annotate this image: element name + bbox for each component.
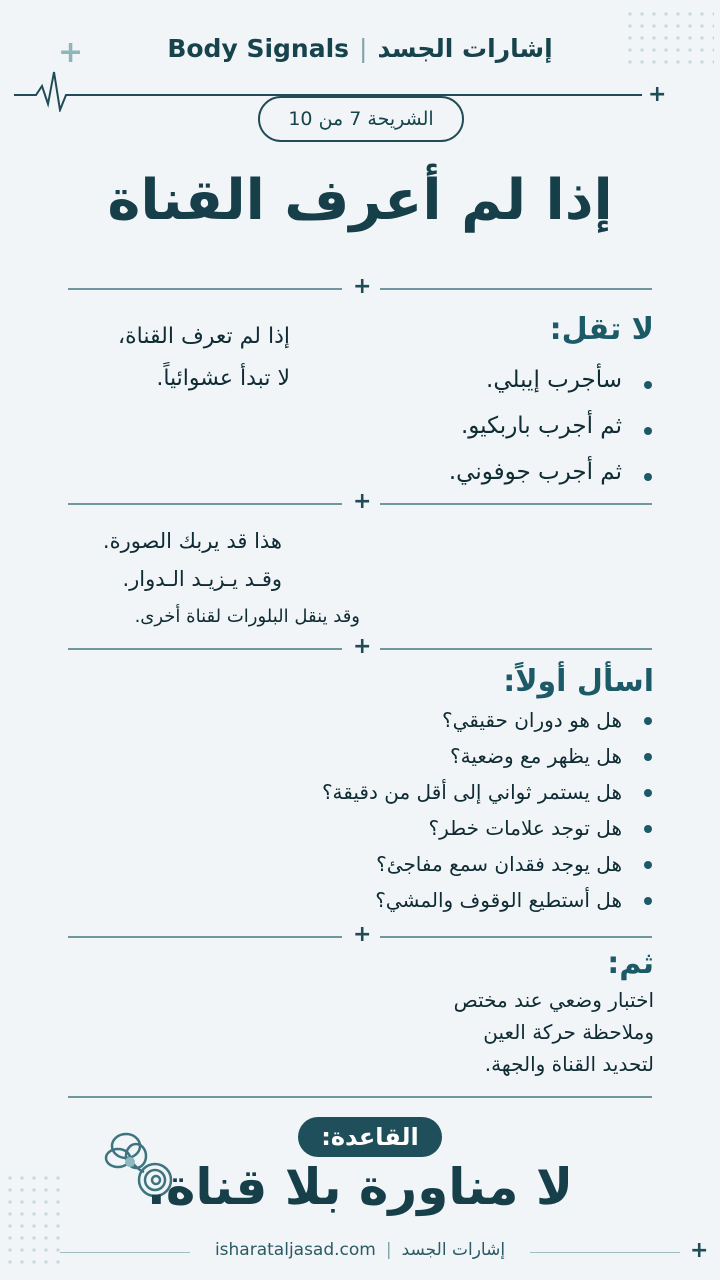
- footer: [0, 1238, 720, 1263]
- divider: [68, 936, 342, 938]
- then-line: وملاحظة حركة العين: [483, 1020, 654, 1044]
- divider: [380, 648, 652, 650]
- rule-text: لا مناورة بلا قناة.: [146, 1158, 574, 1216]
- rule-label-badge: القاعدة:: [298, 1117, 442, 1157]
- plus-icon: +: [353, 274, 372, 299]
- then-text: [354, 984, 654, 1080]
- divider: [380, 936, 652, 938]
- list-item: هل هو دوران حقيقي؟: [226, 703, 656, 739]
- list-item: هل يستمر ثواني إلى أقل من دقيقة؟: [226, 775, 656, 811]
- warning-line: هذا قد يربك الصورة.: [102, 529, 282, 553]
- brand-header: [0, 34, 720, 63]
- then-line: اختبار وضعي عند مختص: [453, 988, 654, 1012]
- section-heading-ask-first: اسأل أولاً:: [503, 664, 654, 699]
- divider: [68, 503, 342, 505]
- warning-line: وقـد يـزيـد الـدوار.: [122, 567, 282, 591]
- brand-arabic: إشارات الجسد: [377, 34, 553, 63]
- divider: [68, 1096, 652, 1098]
- side-note-line: لا تبدأ عشوائياً.: [156, 366, 290, 391]
- list-item: هل توجد علامات خطر؟: [226, 811, 656, 847]
- plus-icon: +: [353, 922, 372, 947]
- slide-indicator: الشريحة 7 من 10: [258, 96, 464, 142]
- footer-website-link[interactable]: isharataljasad.com: [214, 1240, 376, 1260]
- plus-icon: +: [648, 82, 667, 107]
- ask-first-list: [226, 703, 656, 919]
- then-line: لتحديد القناة والجهة.: [484, 1052, 654, 1076]
- divider: [68, 648, 342, 650]
- footer-separator: |: [385, 1240, 392, 1260]
- list-item: هل يظهر مع وضعية؟: [226, 739, 656, 775]
- divider: [380, 503, 652, 505]
- side-note-line: إذا لم تعرف القناة،: [118, 324, 290, 349]
- section-heading-then: ثم:: [607, 946, 654, 981]
- list-item: هل أستطيع الوقوف والمشي؟: [226, 883, 656, 919]
- warning-text: [60, 522, 360, 636]
- plus-icon: +: [353, 634, 372, 659]
- brand-separator: |: [359, 34, 368, 63]
- list-item: ثم أجرب جوفوني.: [356, 454, 656, 500]
- list-item: ثم أجرب باربكيو.: [356, 408, 656, 454]
- page-title: إذا لم أعرف القناة: [107, 168, 613, 233]
- plus-icon: +: [58, 35, 84, 70]
- brand-english: Body Signals: [167, 34, 350, 63]
- divider: [380, 288, 652, 290]
- dont-say-list: [356, 362, 656, 500]
- list-item: سأجرب إيبلي.: [356, 362, 656, 408]
- plus-icon: +: [353, 489, 372, 514]
- list-item: هل يوجد فقدان سمع مفاجئ؟: [226, 847, 656, 883]
- section-heading-dont-say: لا تقل:: [549, 312, 654, 347]
- side-note: [60, 316, 290, 400]
- plus-icon: +: [690, 1238, 709, 1263]
- divider: [68, 288, 342, 290]
- warning-line: وقد ينقل البلورات لقناة أخرى.: [134, 606, 360, 627]
- footer-brand: إشارات الجسد: [401, 1240, 506, 1260]
